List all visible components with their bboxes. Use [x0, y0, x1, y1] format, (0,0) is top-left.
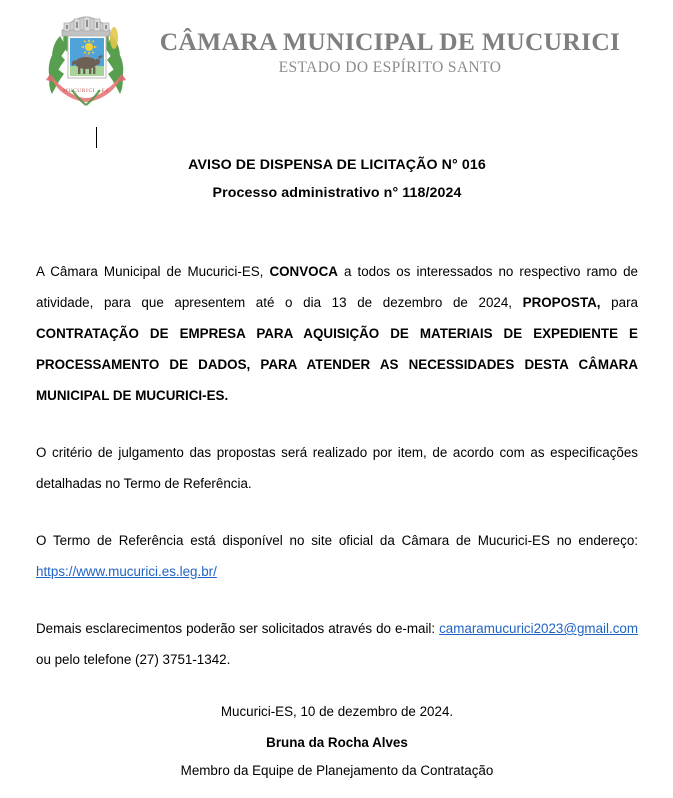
p4-text-after: ou pelo telefone (27) 3751-1342. [36, 652, 231, 667]
signer-name: Bruna da Rocha Alves [266, 735, 408, 750]
paragraph-contact [36, 613, 638, 675]
svg-text:MUCURICI - ES: MUCURICI - ES [62, 88, 110, 94]
email-link[interactable]: camaramucurici2023@gmail.com [439, 621, 638, 636]
place-and-date: Mucurici-ES, 10 de dezembro de 2024. [220, 704, 454, 719]
document-body [36, 256, 638, 727]
p1-bold-convoca: CONVOCA [269, 264, 338, 279]
p1-text-1: A Câmara Municipal de Mucurici-ES, [36, 264, 270, 279]
organization-title: CÂMARA MUNICIPAL DE MUCURICI [159, 27, 621, 56]
p3-text-before: O Termo de Referência está disponível no site oficial da Câmara de Mucurici-ES no endereço: [36, 533, 638, 548]
signer-role: Membro da Equipe de Planejamento da Contratação [180, 763, 494, 779]
notice-title: AVISO DE DISPENSA DE LICITAÇÃO N° 016 [188, 157, 486, 173]
text-cursor-caret [96, 127, 97, 148]
mural-crown [62, 17, 110, 36]
p4-text-before: Demais esclarecimentos poderão ser solicitados através do e-mail: [36, 621, 440, 636]
coat-of-arms-emblem-icon [34, 6, 138, 110]
website-link[interactable]: https://www.mucurici.es.leg.br/ [36, 564, 217, 579]
paragraph-judgment-criteria: O critério de julgamento das propostas será realizado por item, de acordo com as especificações detalhadas no Termo de Referência. [36, 445, 638, 491]
paragraph-convocation [36, 256, 638, 411]
p1-bold-object: CONTRATAÇÃO DE EMPRESA PARA AQUISIÇÃO DE MATERIAIS DE EXPEDIENTE E PROCESSAMENTO DE DADOS, PARA ATENDER AS NECESSIDADES DESTA CÂMARA MUNICIPAL DE MUCURICI-ES. [36, 326, 638, 403]
document-title-block [36, 158, 638, 200]
document-header [0, 0, 673, 112]
p1-bold-proposta: PROPOSTA, [522, 295, 601, 310]
organization-state-line: ESTADO DO ESPÍRITO SANTO [278, 59, 502, 77]
p1-text-3: para [600, 295, 638, 310]
shield [68, 36, 106, 78]
paragraph-reference-term [36, 525, 638, 587]
header-text-block [140, 28, 640, 77]
process-number: Processo administrativo n° 118/2024 [212, 185, 462, 202]
signature-block [36, 736, 638, 778]
p1-text-2: a todos os interessados no respectivo ramo de atividade, para que apresentem até o dia 13 de dezembro de 2024, [36, 264, 638, 310]
